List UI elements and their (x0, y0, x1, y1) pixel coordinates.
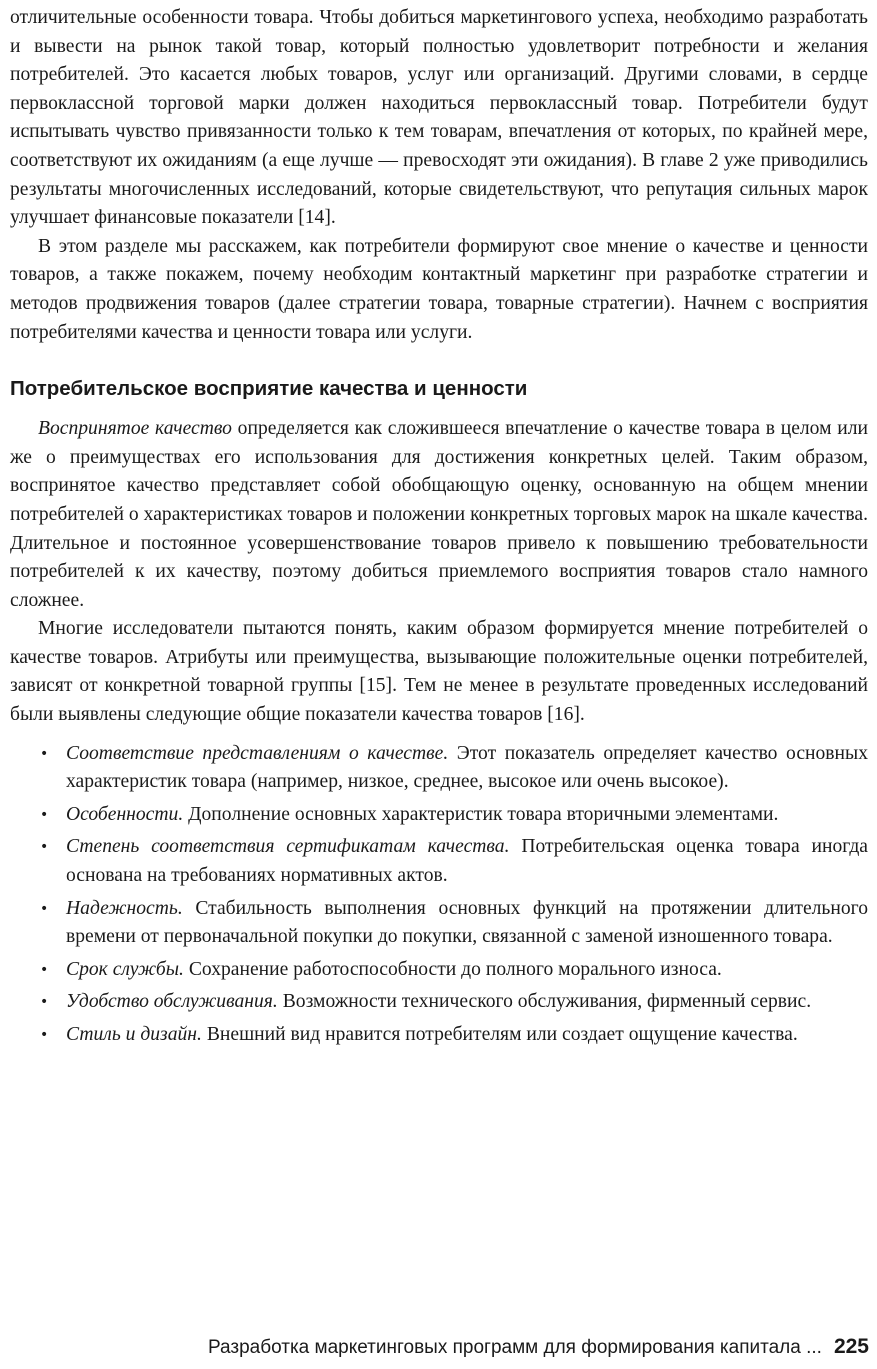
bullet-icon: • (40, 806, 49, 823)
list-item-text: Сохранение работоспособности до полного морального износа. (183, 958, 722, 980)
paragraph-definition (10, 415, 868, 615)
list-item-term: Срок службы. (66, 958, 184, 980)
page-footer (144, 1334, 869, 1361)
list-item-term: Стиль и дизайн. (66, 1024, 202, 1045)
list-item (10, 1021, 868, 1050)
bullet-icon: • (40, 961, 49, 978)
page-body (10, 4, 868, 1054)
paragraph-quality-indicators-intro: Многие исследователи пытаются понять, каким образом формируется мнение потребителей о качестве товаров. Атрибуты или преимущества, вызывающие положительные оценки потребителей, зависят от конкретной товарной группы [15]. Тем не менее в результате проведенных исследований были выявлены следующие общие показатели качества товаров [16]. (10, 618, 868, 726)
list-item-term: Удобство обслуживания. (66, 991, 278, 1013)
bullet-icon: • (40, 900, 49, 917)
paragraph-section-intro: В этом разделе мы расскажем, как потребители формируют свое мнение о качестве и ценности товаров, а также покажем, почему необходим контактный маркетинг при разработке стратегии и методов продвижения товаров (далее стратегии товара, товарные стратегии). Начнем с восприятия потребителями качества и ценности товара или услуги. (10, 235, 868, 343)
list-item-term: Надежность. (66, 897, 183, 919)
paragraph-product-quality: отличительные особенности товара. Чтобы добиться маркетингового успеха, необходимо разработать и вывести на рынок такой товар, который полностью удовлетворит потребности и желания потребителей. Это касается любых товаров, услуг или организаций. Другими словами, в сердце первоклассной торговой марки должен находиться первоклассный товар. Потребители будут испытывать чувство привязанности только к тем товарам, впечатления от которых, по крайней мере, соответствуют их ожиданиям (а еще лучше — превосходят эти ожидания). В главе 2 уже приводились результаты многочисленных исследований, которые свидетельствуют, что репутация сильных марок улучшает финансовые показатели [14]. (10, 7, 868, 229)
definition-text: определяется как сложившееся впечатление о качестве товара в целом или же о преимуществах его использования для достижения конкретных целей. Таким образом, воспринятое качество представляет собой обобщающую оценку, основанную на общем мнении потребителей о характеристиках товаров и положении конкретных торговых марок на шкале качества. Длительное и постоянное усовершенствование товаров привело к повышению требовательности потребителей к их качеству, поэтому добиться приемлемого восприятия товаров стало намного сложнее. (10, 418, 868, 611)
list-item-term: Степень соответствия сертификатам качества. (66, 836, 510, 858)
list-item-term: Особенности. (66, 803, 184, 825)
section-heading: Потребительское восприятие качества и ценности (10, 377, 528, 401)
running-title: Разработка маркетинговых программ для формирования капитала ... (207, 1337, 822, 1358)
bullet-icon: • (40, 839, 49, 856)
list-item-text: Стабильность выполнения основных функций на протяжении длительного времени от первоначальной покупки до покупки, связанной с заменой изношенного товара. (66, 897, 868, 948)
list-item (10, 895, 868, 952)
list-item-text: Возможности технического обслуживания, фирменный сервис. (277, 991, 812, 1013)
page-number: 225 (833, 1335, 869, 1358)
bullet-icon: • (40, 994, 49, 1011)
list-item (10, 801, 868, 830)
definition-term: Воспринятое качество (38, 418, 232, 440)
list-item (10, 740, 868, 797)
list-item-text: Внешний вид нравится потребителям или создает ощущение качества. (201, 1024, 798, 1045)
list-item-text: Этот показатель определяет качество основных характеристик товара (например, низкое, среднее, высокое или очень высокое). (66, 742, 868, 793)
list-item (10, 956, 868, 985)
bullet-icon: • (40, 745, 49, 762)
list-item (10, 833, 868, 890)
list-item (10, 988, 868, 1017)
list-item-text: Дополнение основных характеристик товара вторичными элементами. (183, 803, 779, 825)
bullet-icon: • (40, 1027, 49, 1043)
list-item-text: Потребительская оценка товара иногда основана на требованиях нормативных актов. (66, 836, 868, 887)
list-item-term: Соответствие представлениям о качестве. (66, 742, 449, 764)
quality-indicators-list (10, 740, 868, 1050)
